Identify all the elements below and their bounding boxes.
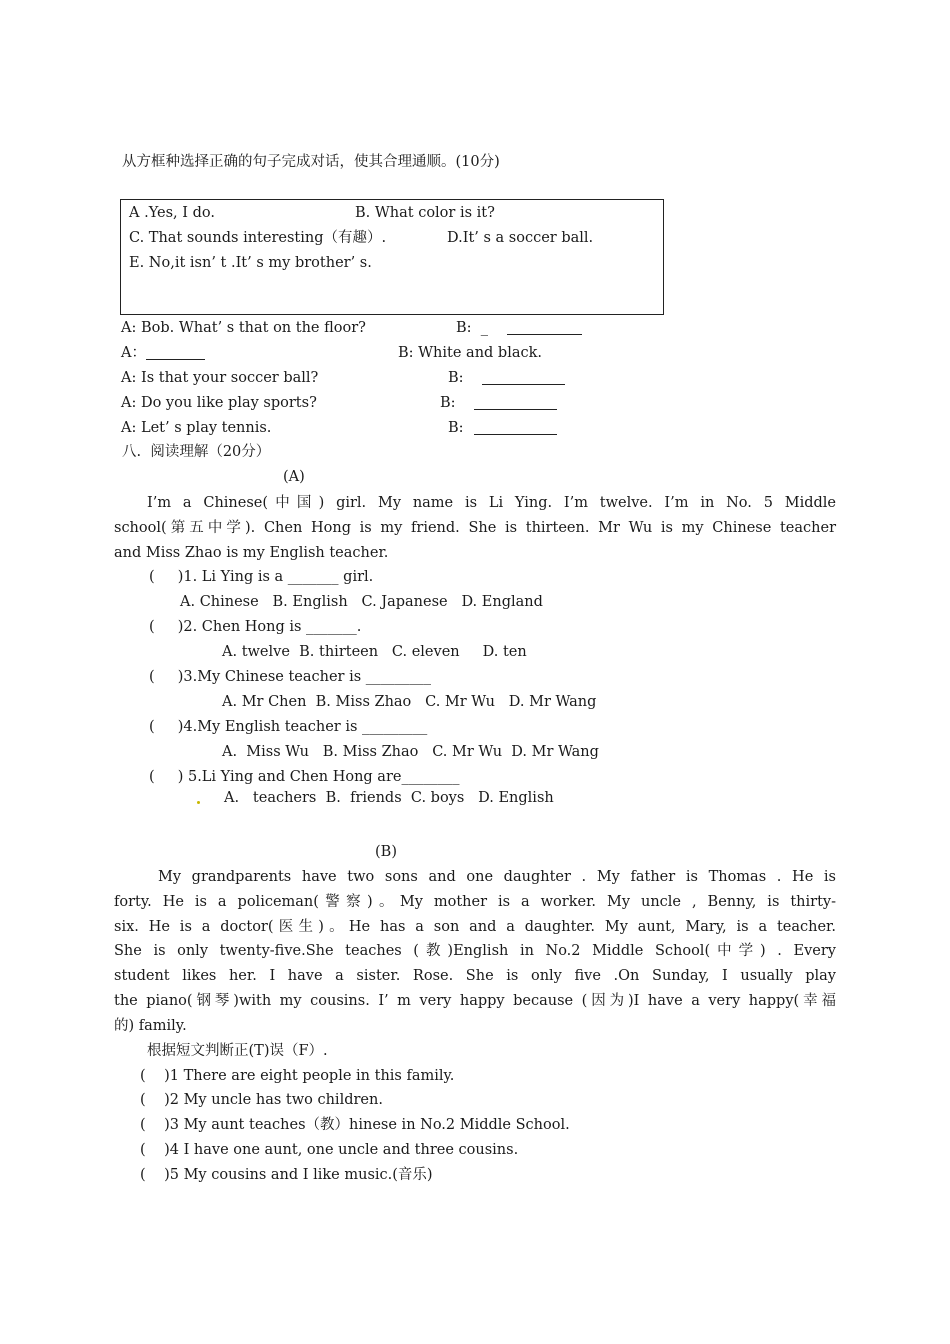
statement-5: ( )5 My cousins and I like music.(音乐) — [140, 1167, 433, 1183]
option-a: A .Yes, I do. — [129, 205, 215, 221]
passage-b-line-2: forty. He is a policeman(警察)。My mother is a worker. My uncle , Benny, is thirty- — [114, 894, 836, 910]
passage-b-line-4: She is only twenty-five.She teaches (教)English in No.2 Middle School(中学) . Every — [114, 943, 836, 959]
option-d: D.It’ s a soccer ball. — [447, 230, 594, 246]
question-1-options: A. Chinese B. English C. Japanese D. England — [180, 594, 543, 610]
statement-4: ( )4 I have one aunt, one uncle and three cousins. — [140, 1142, 519, 1158]
options-box — [120, 199, 664, 315]
option-e: E. No,it isn’ t .It’ s my brother’ s. — [129, 255, 372, 271]
question-5-options: A. teachers B. friends C. boys D. English — [224, 790, 554, 806]
dialogue-b-5: B: — [448, 420, 464, 436]
passage-a-label: (A) — [283, 469, 305, 485]
passage-a-line-1: I’m a Chinese(中国) girl. My name is Li Ying. I’m twelve. I’m in No. 5 Middle — [147, 495, 836, 511]
dialogue-b-3: B: — [448, 370, 464, 386]
answer-blank-2[interactable] — [146, 345, 205, 360]
section7-instruction: 从方框种选择正确的句子完成对话，使其合理通顺。(10分) — [122, 154, 500, 170]
dialogue-a-4: A: Do you like play sports? — [121, 395, 317, 411]
question-3: ( )3.My Chinese teacher is _________ — [149, 669, 432, 685]
passage-b-label: (B) — [375, 844, 397, 860]
passage-b-line-1: My grandparents have two sons and one daughter . My father is Thomas . He is — [158, 869, 836, 885]
question-4: ( )4.My English teacher is _________ — [149, 719, 428, 735]
option-b: B. What color is it? — [355, 205, 495, 221]
answer-blank-5[interactable] — [474, 420, 557, 435]
passage-b-line-3: six. He is a doctor(医生)。He has a son and a daughter. My aunt, Mary, is a teacher. — [114, 919, 836, 935]
answer-blank-3[interactable] — [482, 370, 565, 385]
question-3-options: A. Mr Chen B. Miss Zhao C. Mr Wu D. Mr Wang — [222, 694, 597, 710]
section8-heading: 八. 阅读理解（20分） — [122, 444, 271, 460]
passage-a-line-2: school(第五中学). Chen Hong is my friend. She is thirteen. Mr Wu is my Chinese teacher — [114, 520, 836, 536]
question-4-options: A. Miss Wu B. Miss Zhao C. Mr Wu D. Mr Wang — [222, 744, 599, 760]
dialogue-a-3: A: Is that your soccer ball? — [121, 370, 319, 386]
dialogue-b-4: B: — [440, 395, 456, 411]
dialogue-b-1: B: _ — [456, 320, 489, 336]
tf-instruction: 根据短文判断正(T)误（F）. — [147, 1043, 328, 1059]
dialogue-a-2: A： — [121, 345, 146, 361]
passage-b-line-5: student likes her. I have a sister. Rose. She is only five .On Sunday, I usually play — [114, 968, 836, 984]
statement-3: ( )3 My aunt teaches（教）hinese in No.2 Middle School. — [140, 1117, 570, 1133]
answer-blank-1[interactable] — [507, 320, 582, 335]
question-2: ( )2. Chen Hong is _______. — [149, 619, 362, 635]
dialogue-b-2: B: White and black. — [398, 345, 543, 361]
dialogue-a-5: A: Let’ s play tennis. — [121, 420, 272, 436]
dialogue-a-1: A: Bob. What’ s that on the floor? — [121, 320, 366, 336]
question-5: ( ) 5.Li Ying and Chen Hong are________ — [149, 769, 460, 785]
answer-blank-4[interactable] — [474, 395, 557, 410]
passage-b-line-6: the piano(钢琴)with my cousins. I’ m very happy because (因为)I have a very happy(幸福 — [114, 993, 836, 1009]
statement-2: ( )2 My uncle has two children. — [140, 1092, 383, 1108]
passage-a-line-3: and Miss Zhao is my English teacher. — [114, 545, 389, 561]
option-c: C. That sounds interesting（有趣）. — [129, 230, 387, 246]
passage-b-line-7: 的) family. — [114, 1018, 187, 1034]
question-2-options: A. twelve B. thirteen C. eleven D. ten — [222, 644, 527, 660]
stray-mark — [197, 801, 200, 804]
statement-1: ( )1 There are eight people in this family. — [140, 1068, 455, 1084]
question-1: ( )1. Li Ying is a _______ girl. — [149, 569, 374, 585]
